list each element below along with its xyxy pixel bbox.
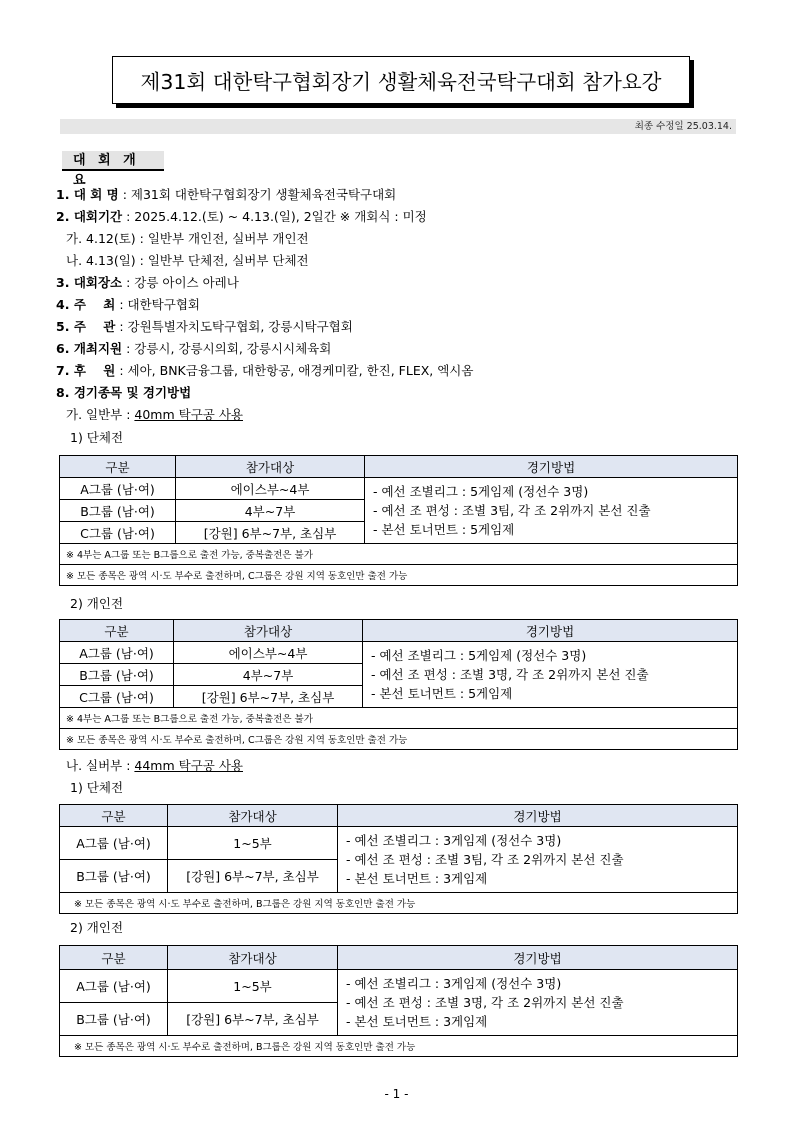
item-support: 6. 개최지원 : 강릉시, 강릉시의회, 강릉시시체육회 [56, 341, 332, 356]
table-row [60, 642, 738, 664]
header-target: 참가대상 [176, 456, 365, 478]
silver-indiv-label: 2) 개인전 [70, 920, 124, 935]
note-row: ※ 모든 종목은 광역 시·도 부수로 출전하며, C그룹은 강원 지역 동호인만 출전 가능 [60, 565, 738, 586]
item-host: 4. 주 최 : 대한탁구협회 [56, 297, 200, 312]
cell-group: B그룹 (남·여) [60, 664, 174, 686]
silver-team-label: 1) 단체전 [70, 780, 124, 795]
cell-target: [강원] 6부~7부, 초심부 [168, 1003, 338, 1036]
header-group: 구분 [60, 805, 168, 827]
note-row: ※ 모든 종목은 광역 시·도 부수로 출전하며, B그룹은 강원 지역 동호인만 출전 가능 [60, 1036, 738, 1057]
header-method: 경기방법 [338, 805, 738, 827]
header-target: 참가대상 [174, 620, 363, 642]
item-sponsor: 7. 후 원 : 세아, BNK금융그룹, 대한항공, 애경케미칼, 한진, FLEX, 엑시옴 [56, 363, 474, 378]
general-division-label: 가. 일반부 : 40mm 탁구공 사용 [66, 407, 243, 422]
cell-method: - 예선 조별리그 : 3게임제 (정선수 3명) - 예선 조 편성 : 조별 3명, 각 조 2위까지 본선 진출 - 본선 토너먼트 : 3게임제 [338, 970, 738, 1036]
item-organizer: 5. 주 관 : 강원특별자치도탁구협회, 강릉시탁구협회 [56, 319, 353, 334]
page-number: - 1 - [384, 1087, 409, 1101]
table-header-row [60, 620, 738, 642]
cell-method: - 예선 조별리그 : 5게임제 (정선수 3명) - 예선 조 편성 : 조별 3명, 각 조 2위까지 본선 진출 - 본선 토너먼트 : 5게임제 [363, 642, 738, 708]
header-group: 구분 [60, 946, 168, 970]
cell-group: B그룹 (남·여) [60, 860, 168, 893]
cell-method: - 예선 조별리그 : 5게임제 (정선수 3명) - 예선 조 편성 : 조별 3팀, 각 조 2위까지 본선 진출 - 본선 토너먼트 : 5게임제 [365, 478, 738, 544]
item-event-period: 2. 대회기간 : 2025.4.12.(토) ~ 4.13.(일), 2일간 ※ 개회식 : 미정 [56, 209, 427, 224]
header-group: 구분 [60, 456, 176, 478]
header-method: 경기방법 [363, 620, 738, 642]
cell-group: A그룹 (남·여) [60, 642, 174, 664]
table-row [60, 970, 738, 1003]
note-row: ※ 4부는 A그룹 또는 B그룹으로 출전 가능, 중복출전은 불가 [60, 708, 738, 729]
general-team-label: 1) 단체전 [70, 430, 124, 445]
general-indiv-table [59, 619, 738, 750]
cell-group: C그룹 (남·여) [60, 522, 176, 544]
table-row [60, 827, 738, 860]
item-venue: 3. 대회장소 : 강릉 아이스 아레나 [56, 275, 239, 290]
cell-group: A그룹 (남·여) [60, 970, 168, 1003]
silver-team-table [59, 804, 738, 914]
schedule-day1: 가. 4.12(토) : 일반부 개인전, 실버부 개인전 [66, 231, 309, 246]
header-method: 경기방법 [338, 946, 738, 970]
section-heading: 대 회 개 요 [62, 151, 164, 171]
last-updated: 최종 수정일 25.03.14. [60, 119, 736, 134]
header-group: 구분 [60, 620, 174, 642]
header-target: 참가대상 [168, 946, 338, 970]
silver-division-label: 나. 실버부 : 44mm 탁구공 사용 [66, 758, 243, 773]
cell-group: C그룹 (남·여) [60, 686, 174, 708]
note-row: ※ 모든 종목은 광역 시·도 부수로 출전하며, C그룹은 강원 지역 동호인만 출전 가능 [60, 729, 738, 750]
title-text: 제31회 대한탁구협회장기 생활체육전국탁구대회 참가요강 [140, 70, 662, 94]
cell-target: [강원] 6부~7부, 초심부 [174, 686, 363, 708]
cell-target: 4부~7부 [176, 500, 365, 522]
note-row: ※ 모든 종목은 광역 시·도 부수로 출전하며, B그룹은 강원 지역 동호인만 출전 가능 [60, 893, 738, 914]
table-header-row [60, 805, 738, 827]
table-header-row [60, 946, 738, 970]
general-team-table [59, 455, 738, 586]
table-header-row [60, 456, 738, 478]
cell-method: - 예선 조별리그 : 3게임제 (정선수 3명) - 예선 조 편성 : 조별 3팀, 각 조 2위까지 본선 진출 - 본선 토너먼트 : 3게임제 [338, 827, 738, 893]
table-row [60, 478, 738, 500]
header-method: 경기방법 [365, 456, 738, 478]
item-events-methods: 8. 경기종목 및 경기방법 [56, 385, 192, 400]
silver-indiv-table [59, 945, 738, 1057]
item-event-name: 1. 대 회 명 : 제31회 대한탁구협회장기 생활체육전국탁구대회 [56, 187, 397, 202]
cell-target: [강원] 6부~7부, 초심부 [168, 860, 338, 893]
note-row: ※ 4부는 A그룹 또는 B그룹으로 출전 가능, 중복출전은 불가 [60, 544, 738, 565]
cell-target: 4부~7부 [174, 664, 363, 686]
cell-group: A그룹 (남·여) [60, 478, 176, 500]
cell-group: B그룹 (남·여) [60, 500, 176, 522]
schedule-day2: 나. 4.13(일) : 일반부 단체전, 실버부 단체전 [66, 253, 309, 268]
general-indiv-label: 2) 개인전 [70, 596, 124, 611]
cell-target: 에이스부~4부 [176, 478, 365, 500]
cell-target: 1~5부 [168, 827, 338, 860]
header-target: 참가대상 [168, 805, 338, 827]
cell-target: [강원] 6부~7부, 초심부 [176, 522, 365, 544]
cell-group: A그룹 (남·여) [60, 827, 168, 860]
cell-group: B그룹 (남·여) [60, 1003, 168, 1036]
cell-target: 1~5부 [168, 970, 338, 1003]
cell-target: 에이스부~4부 [174, 642, 363, 664]
document-title [112, 56, 690, 104]
